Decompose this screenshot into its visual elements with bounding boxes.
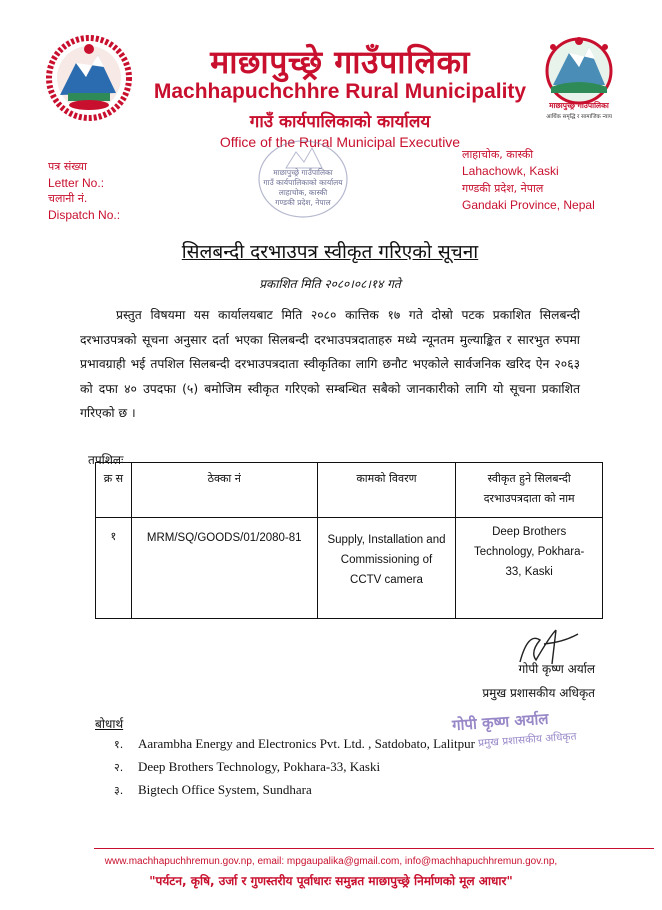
signatory-name: गोपी कृष्ण अर्याल [518,662,595,676]
col-header-serial: क्र स [96,463,132,518]
notice-title: सिलबन्दी दरभाउपत्र स्वीकृत गरिएको सूचना [181,241,479,263]
logo-caption: माछापुच्छ्रे गाउँपालिका [549,101,609,110]
cc-number: ३. [114,784,124,797]
list-item [114,756,475,779]
cell-contract-no: MRM/SQ/GOODS/01/2080-81 [131,518,317,619]
cell-approved-bidder: Deep Brothers Technology, Pokhara-33, Kaski [456,518,603,619]
stamp-line2: गाउँ कार्यपालिकाको कार्यालय [263,178,343,187]
letter-no-label-nepali: पत्र संख्या [48,160,87,173]
office-title-english: Office of the Rural Municipal Executive [219,134,461,150]
col-header-approved-bidder: स्वीकृत हुने सिलबन्दी दरभाउपत्रदाता को नाम [456,463,603,518]
cc-label: बोधार्थ [95,717,124,731]
publication-date: प्रकाशित मिति २०८०।०८।१४ गते [259,277,401,291]
address-line1: Lahachowk, Kaski [462,164,559,178]
cc-text: Bigtech Office System, Sundhara [138,782,312,797]
address-line1-nepali: लाहाचोक, कास्की [462,148,534,161]
seal-title-stamp: प्रमुख प्रशासकीय अधिकृत [477,730,577,750]
stamp-line3: लाहाचोक, कास्की [278,188,328,197]
dispatch-no-label-nepali: चलानी नं. [48,192,88,205]
seal-name-stamp: गोपी कृष्ण अर्याल [451,709,550,735]
table-row [96,518,603,619]
municipality-title-english: Machhapuchchhre Rural Municipality [153,80,527,103]
footer-divider [94,848,654,849]
office-address [462,147,595,213]
address-line2: Gandaki Province, Nepal [462,198,595,212]
logo-subcaption: आर्थिक समृद्धि र सामाजिक न्याय [546,114,612,120]
office-stamp [256,138,350,220]
dispatch-no-label: Dispatch No.: [48,208,121,222]
list-item [114,733,475,756]
cc-text: Deep Brothers Technology, Pokhara-33, Kaski [138,759,381,774]
nepal-emblem-logo [46,35,132,121]
office-title-nepali: गाउँ कार्यपालिकाको कार्यालय [249,112,431,132]
notice-body: प्रस्तुत विषयमा यस कार्यालयबाट मिति २०८० कात्तिक १७ गते दोस्रो पटक प्रकाशित सिलबन्दी दरभाउपत्रको सूचना अनुसार दर्ता भएका सिलबन्दी दरभाउपत्रदाताहरु मध्ये न्यूनतम मुल्याङ्कित र सारभुत रुपमा प्रभावग्राही भई तपशिल सिलबन्दी दरभाउपत्रदाता स्वीकृतिका लागि छनौट भएकोले सार्वजनिक खरिद ऐन २०६३ को दफा ४० उपदफा (५) बमोजिम स्वीकृत गरिएको सम्बन्धित सबैको जानकारीको लागि यो सूचना प्रकाशित गरिएको छ । [80,308,580,420]
approval-table [95,462,603,619]
cc-list [114,733,475,802]
footer-slogan: "पर्यटन, कृषि, उर्जा र गुणस्तरीय पूर्वाधारः समुन्नत माछापुच्छ्रे निर्माणको मूल आधार" [149,874,513,888]
municipality-title-nepali: माछापुच्छ्रे गाउँपालिका [210,43,470,81]
letter-no-label: Letter No.: [48,176,105,190]
stamp-line4: गण्डकी प्रदेश, नेपाल [275,198,331,207]
address-line2-nepali: गण्डकी प्रदेश, नेपाल [462,182,544,195]
col-header-work-description: कामको विवरण [317,463,456,518]
signatory-title: प्रमुख प्रशासकीय अधिकृत [482,686,595,700]
letter-fields [48,160,120,222]
cc-number: २. [114,761,124,774]
cc-number: १. [114,738,124,751]
table-header-row [96,463,603,518]
footer-contact: www.machhapuchhremun.gov.np, email: mpgaupalika@gmail.com, info@machhapuchhremun.gov.np, [104,856,558,867]
cell-serial: १ [96,518,132,619]
list-item [114,779,475,802]
stamp-line1: माछापुच्छ्रे गाउँपालिका [273,168,333,177]
cc-text: Aarambha Energy and Electronics Pvt. Ltd. , Satdobato, Lalitpur [138,736,475,751]
cell-work-description: Supply, Installation and Commissioning of CCTV camera [317,518,456,619]
details-label: तपशिलः [88,453,124,467]
col-header-contract-no: ठेक्का नं [131,463,317,518]
